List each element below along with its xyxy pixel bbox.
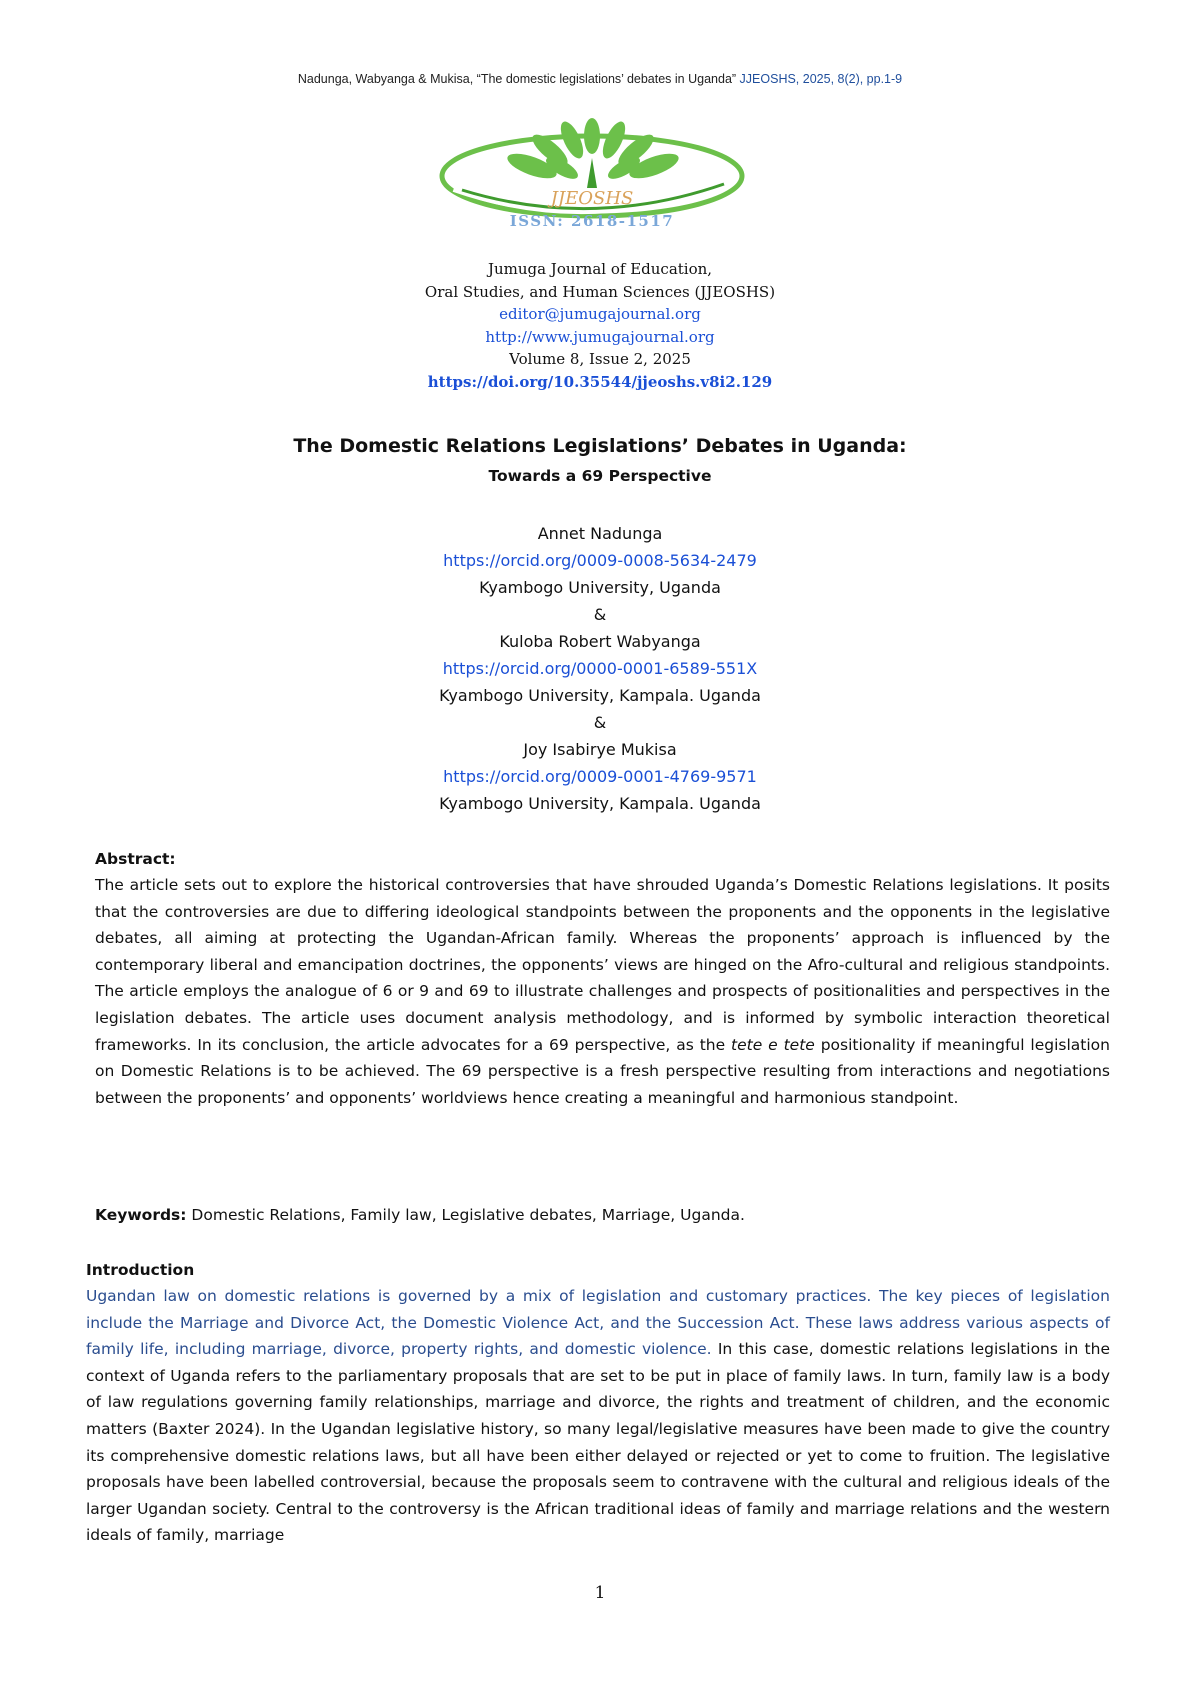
logo-trunk <box>587 158 597 188</box>
article-subtitle: Towards a 69 Perspective <box>488 467 712 485</box>
author-separator: & <box>593 713 607 732</box>
author-separator: & <box>593 605 607 624</box>
article-title: The Domestic Relations Legislations’ Debates in Uganda: <box>293 435 907 457</box>
keywords-line <box>95 1202 1110 1229</box>
author-affiliation: Kyambogo University, Kampala. Uganda <box>439 686 761 705</box>
journal-logo <box>432 118 752 238</box>
running-header-authors-title: Nadunga, Wabyanga & Mukisa, “The domestic legislations’ debates in Uganda” <box>297 72 737 86</box>
running-header-journal-info: JJEOSHS, 2025, 8(2), pp.1-9 <box>739 72 903 86</box>
abstract-italic-term: tete e tete <box>731 1035 815 1054</box>
page-number: 1 <box>594 1583 606 1603</box>
author-orcid-link[interactable]: https://orcid.org/0009-0008-5634-2479 <box>443 551 757 570</box>
author-orcid-link[interactable]: https://orcid.org/0000-0001-6589-551X <box>442 659 758 678</box>
journal-website-link[interactable]: http://www.jumugajournal.org <box>485 327 715 346</box>
author-orcid-link[interactable]: https://orcid.org/0009-0001-4769-9571 <box>443 767 757 786</box>
journal-name-line1: Jumuga Journal of Education, <box>487 260 713 278</box>
author-name: Annet Nadunga <box>537 524 663 543</box>
author-name: Joy Isabirye Mukisa <box>523 740 677 759</box>
journal-name-line2: Oral Studies, and Human Sciences (JJEOSHS) <box>424 282 776 301</box>
keywords-label: Keywords: <box>95 1206 187 1224</box>
abstract-body <box>95 872 1110 1111</box>
running-header <box>0 72 1200 86</box>
author-affiliation: Kyambogo University, Uganda <box>479 578 721 597</box>
journal-email-link[interactable]: editor@jumugajournal.org <box>499 305 701 323</box>
journal-logo-graphic <box>432 118 752 238</box>
logo-journal-name: JJEOSHS <box>550 188 634 209</box>
introduction-heading: Introduction <box>86 1261 195 1279</box>
author-affiliation: Kyambogo University, Kampala. Uganda <box>439 794 761 813</box>
authors-block <box>0 520 1200 817</box>
author-name: Kuloba Robert Wabyanga <box>499 632 701 651</box>
keywords-text: Domestic Relations, Family law, Legislative debates, Marriage, Uganda. <box>186 1206 745 1224</box>
journal-info-block <box>0 258 1200 393</box>
introduction-highlighted-text: Ugandan law on domestic relations is governed by a mix of legislation and customary practices. The key pieces of legislation include the Marriage and Divorce Act, the Domestic Violence Act, and the Succession Act. These laws address various aspects of family life, including marriage, divorce, property rights, and domestic violence. <box>86 1287 1110 1359</box>
journal-volume: Volume 8, Issue 2, 2025 <box>509 350 691 368</box>
logo-issn: ISSN: 2618-1517 <box>509 212 675 230</box>
abstract-text-part2: positionality if meaningful legislation on Domestic Relations is to be achieved. The 69 perspective is a fresh perspective resulting from interactions and negotiations between the proponents’ and opponents’ worldviews hence creating a meaningful and harmonious standpoint. <box>95 1035 1110 1107</box>
introduction-body <box>86 1283 1110 1549</box>
introduction-text: In this case, domestic relations legislations in the context of Uganda refers to the parliamentary proposals that are set to be put in place of family laws. In turn, family law is a body of law regulations governing family relationships, marriage and divorce, the rights and treatment of children, and the economic matters (Baxter 2024). In the Ugandan legislative history, so many legal/legislative measures have been made to give the country its comprehensive domestic relations laws, but all have been either delayed or rejected or yet to come to fruition. The legislative proposals have been labelled controversial, because the proposals seem to contravene with the cultural and religious ideals of the larger Ugandan society. Central to the controversy is the African traditional ideas of family and marriage relations and the western ideals of family, marriage <box>86 1340 1110 1545</box>
abstract-text-part1: The article sets out to explore the historical controversies that have shrouded Uganda’s Domestic Relations legislations. It posits that the controversies are due to differing ideological standpoints between the proponents and the opponents in the legislative debates, all aiming at protecting the Ugandan-African family. Whereas the proponents’ approach is influenced by the contemporary liberal and emancipation doctrines, the opponents’ views are hinged on the Afro-cultural and religious standpoints. The article employs the analogue of 6 or 9 and 69 to illustrate challenges and prospects of positionalities and perspectives in the legislation debates. The article uses document analysis methodology, and is informed by symbolic interaction theoretical frameworks. In its conclusion, the article advocates for a 69 perspective, as the <box>95 876 1110 1054</box>
doi-link[interactable]: https://doi.org/10.35544/jjeoshs.v8i2.129 <box>427 372 773 391</box>
abstract-heading: Abstract: <box>95 850 176 868</box>
